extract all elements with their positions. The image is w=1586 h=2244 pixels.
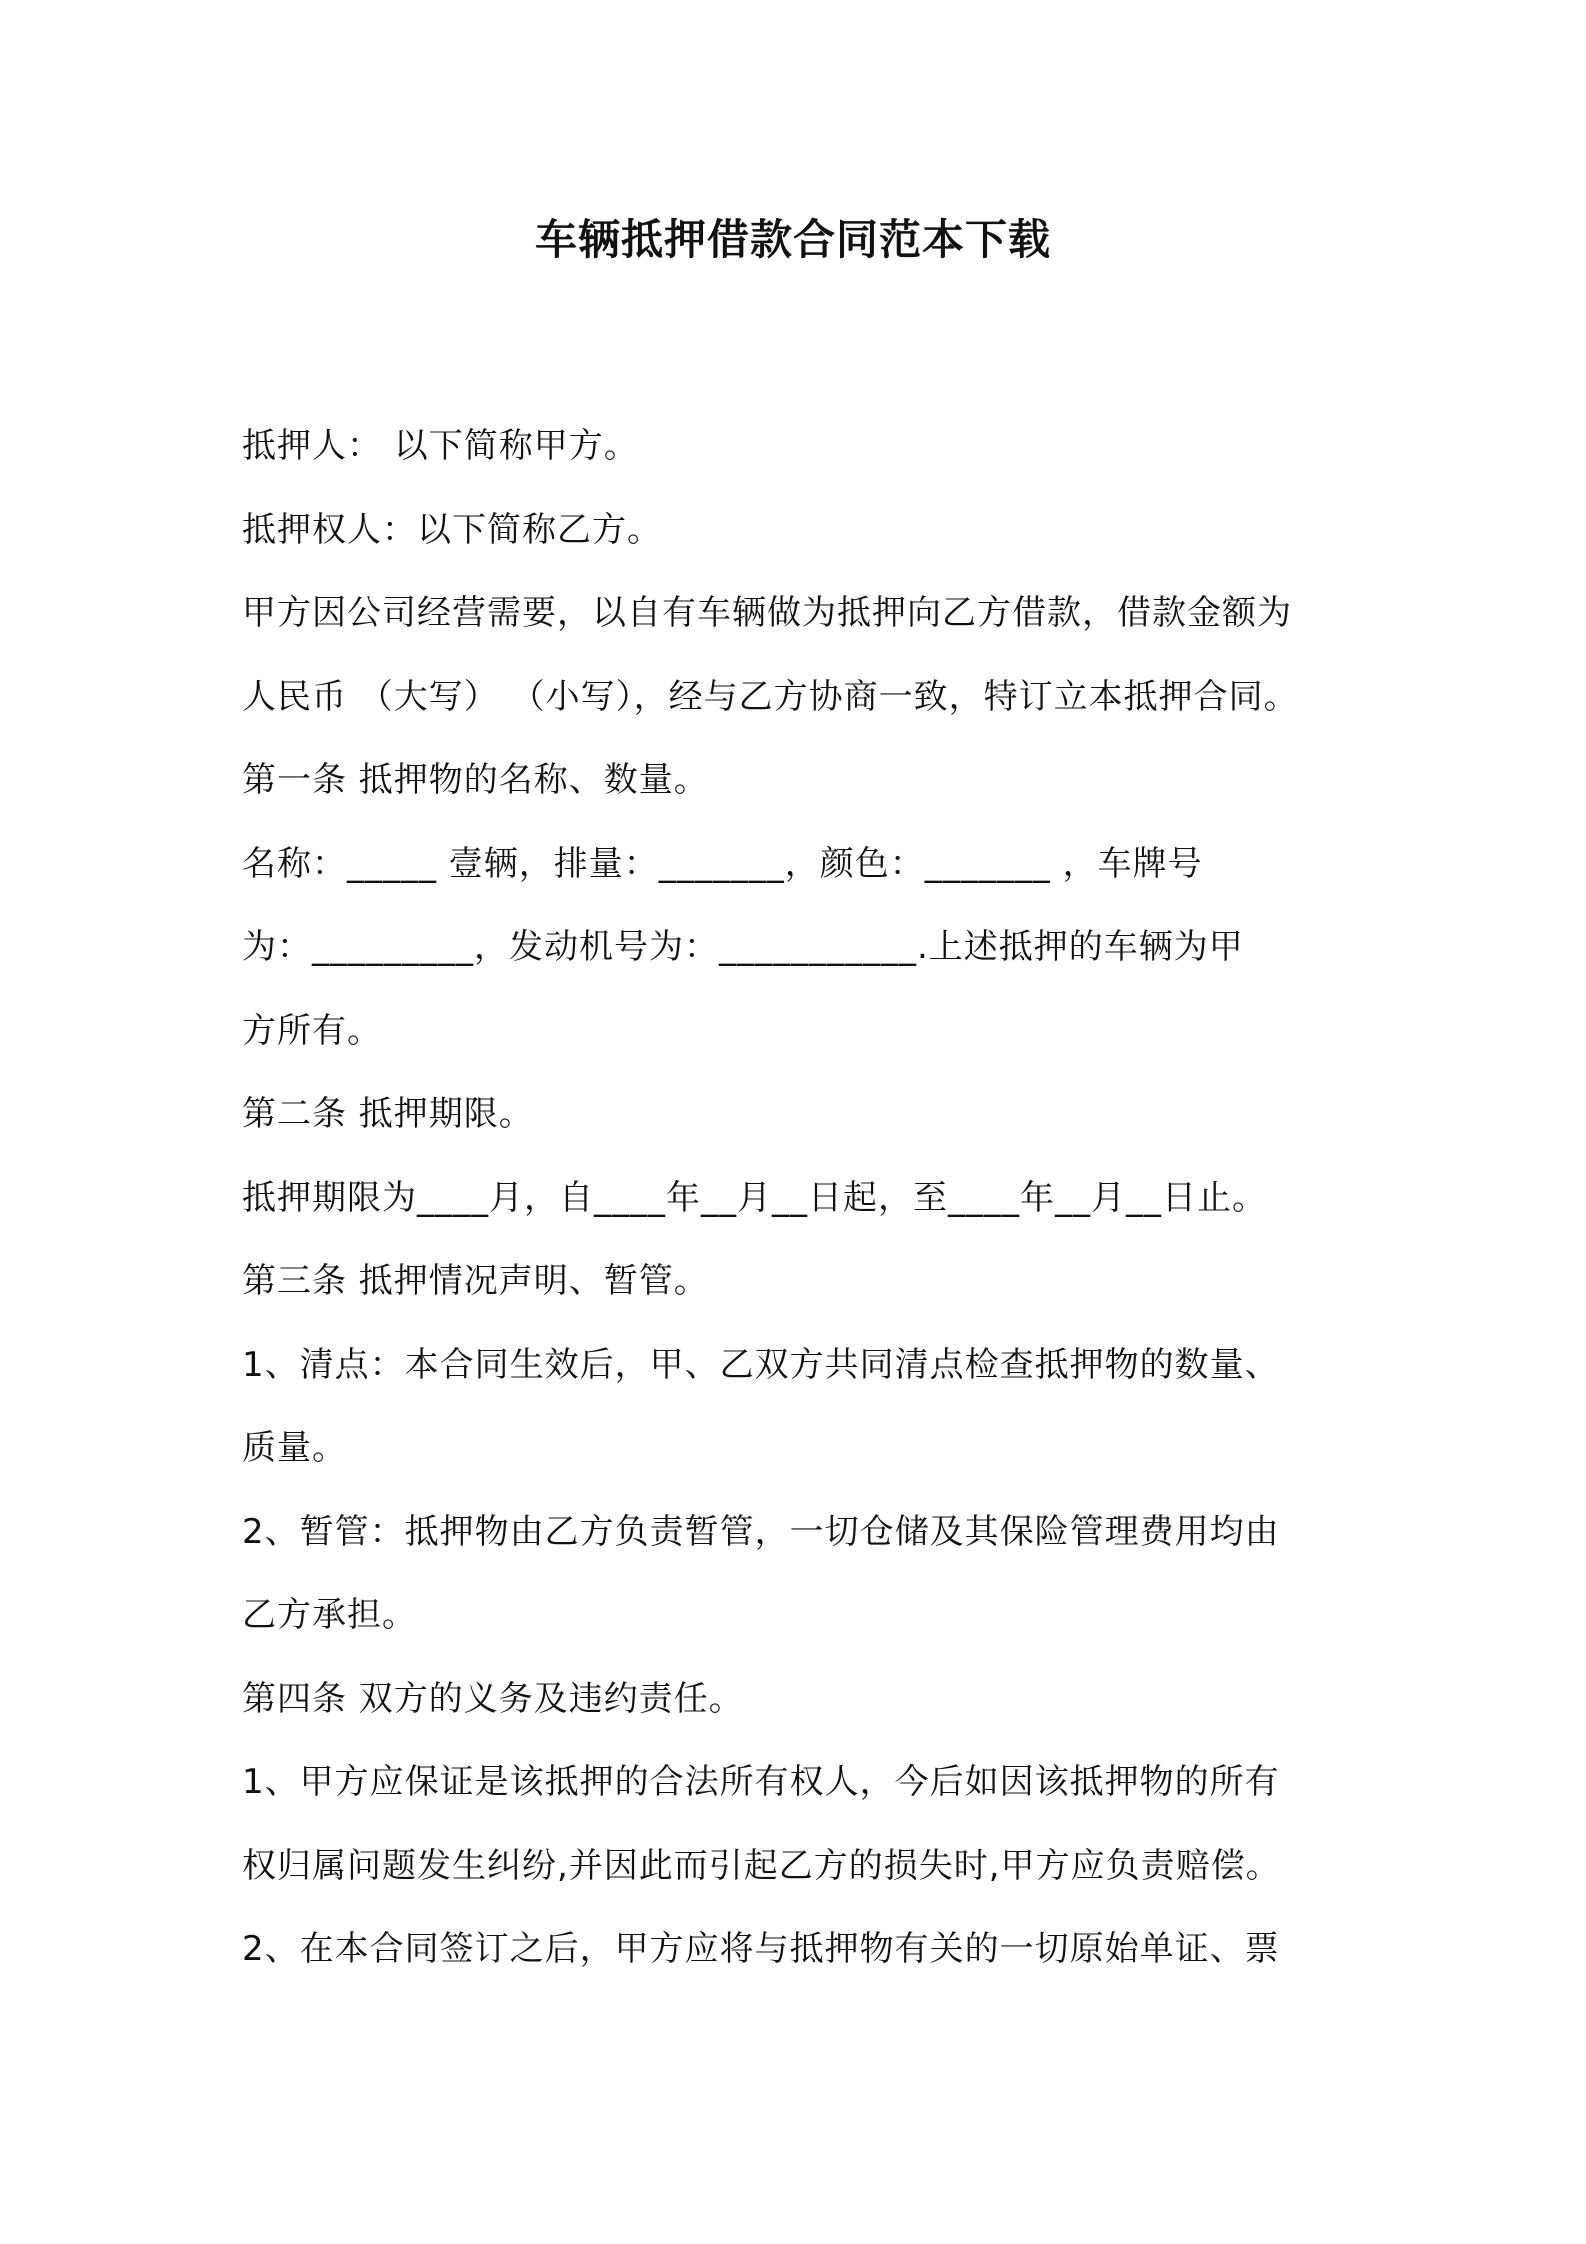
section-heading: 第二条 抵押期限。 xyxy=(242,1094,534,1134)
text-line: 人民币 （大写） （小写），经与乙方协商一致，特订立本抵押合同。 xyxy=(242,676,1299,717)
text-line: 抵押期限为____月，自____年__月__日起，至____年__月__日止。 xyxy=(242,1177,1267,1218)
section-heading: 第三条 抵押情况声明、暂管。 xyxy=(242,1261,709,1301)
section-heading: 第一条 抵押物的名称、数量。 xyxy=(242,760,709,800)
text-line: 甲方因公司经营需要，以自有车辆做为抵押向乙方借款，借款金额为 xyxy=(242,593,1292,633)
text-line: 为：_________，发动机号为：___________.上述抵押的车辆为甲 xyxy=(242,927,1244,967)
text-line: 名称：_____ 壹辆，排量：_______，颜色：_______ ，车牌号 xyxy=(242,843,1203,884)
text-line: 权归属问题发生纠纷,并因此而引起乙方的损失时,甲方应负责赔偿。 xyxy=(242,1845,1281,1886)
text-line: 抵押权人：以下简称乙方。 xyxy=(242,509,662,550)
text-line: 抵押人： 以下简称甲方。 xyxy=(242,426,639,466)
text-line: 方所有。 xyxy=(242,1010,382,1051)
text-line: 1、清点：本合同生效后，甲、乙双方共同清点检查抵押物的数量、 xyxy=(242,1344,1280,1385)
text-line: 1、甲方应保证是该抵押的合法所有权人，今后如因该抵押物的所有 xyxy=(242,1762,1280,1802)
text-line: 质量。 xyxy=(242,1428,347,1468)
document-body xyxy=(242,405,1362,1992)
text-line: 2、在本合同签订之后，甲方应将与抵押物有关的一切原始单证、票 xyxy=(242,1929,1280,1969)
section-heading: 第四条 双方的义务及违约责任。 xyxy=(242,1678,744,1719)
text-line: 乙方承担。 xyxy=(242,1595,417,1635)
text-line: 2、暂管：抵押物由乙方负责暂管，一切仓储及其保险管理费用均由 xyxy=(242,1511,1280,1552)
document-title: 车辆抵押借款合同范本下载 xyxy=(534,215,1051,264)
